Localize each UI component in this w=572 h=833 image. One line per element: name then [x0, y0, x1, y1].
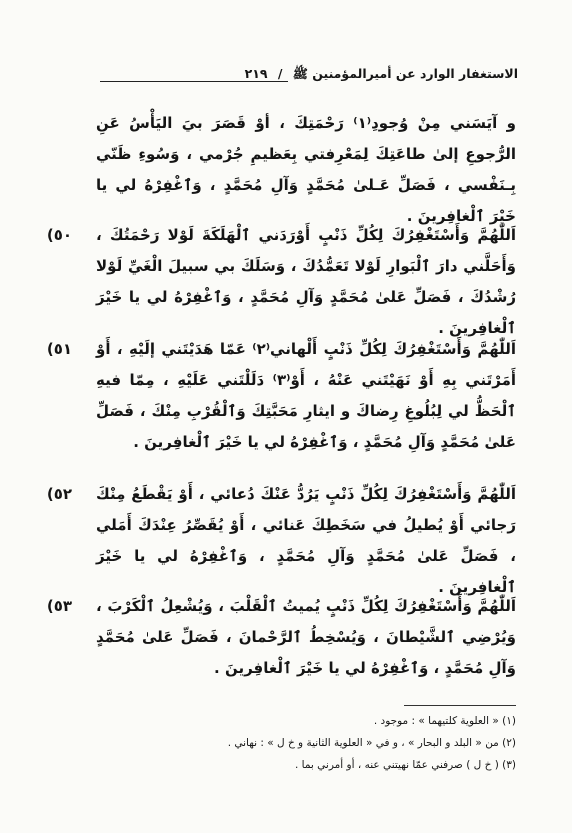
paragraph-number: ٥٠) — [46, 226, 72, 244]
page-number: ٢١٩ — [244, 66, 268, 81]
paragraph-number: ٥١) — [46, 340, 72, 358]
header-title: الاستغفار الوارد عن أميرالمؤمنين ﷺ — [292, 66, 518, 81]
footnotes — [76, 710, 516, 776]
paragraph-text: اَللّٰهُمَّ وَأَسْتَغْفِرُكَ لِكُلِّ ذَنْبٍ يُميتُ ٱلْقَلْبَ ، وَيُشْعِلُ ٱلْكَرْبَ ، وَيُرْضِي ٱلشَّيْطانَ ، وَيُسْخِطُ ٱلرَّحْمانَ ، فَصَلِّ عَلىٰ مُحَمَّدٍ وَآلِ مُحَمَّدٍ ، وَٱغْفِرْهُ لي يا خَيْرَ ٱلْغافِرينَ . — [96, 597, 516, 677]
footnote-3: (٣) ( خ ل ) صرفني عمّا نهيتني عنه ، أو أمرني بما . — [294, 759, 516, 771]
paragraph-continued — [96, 108, 516, 232]
paragraph-52 — [96, 479, 516, 603]
paragraph-50 — [96, 220, 516, 344]
paragraph-text: اَللّٰهُمَّ وَأَسْتَغْفِرُكَ لِكُلِّ ذَنْبٍ أَوْرَدَني ٱلْهَلَكَةَ لَوْلا رَحْمَتُكَ ، وَأَحَلَّني دارَ ٱلْبَوارِ لَوْلا تَعَمُّدُكَ ، وَسَلَكَ بي سبيلَ الْغَيِّ لَوْلا رُشْدُكَ ، فَصَلِّ عَلىٰ مُحَمَّدٍ وَآلِ مُحَمَّدٍ ، وَٱغْفِرْهُ لي يا خَيْرَ ٱلْغافِرينَ . — [96, 226, 516, 337]
paragraph-number: ٥٢) — [46, 485, 72, 503]
paragraph-text: اَللّٰهُمَّ وَأَسْتَغْفِرُكَ لِكُلِّ ذَنْبٍ يَرُدُّ عَنْكَ دُعائي ، أَوْ يَقْطَعُ مِنْكَ رَجائي أَوْ يُطيلُ في سَخَطِكَ عَنائي ، أَوْ يُقَصِّرُ عِنْدَكَ أَمَلي ، فَصَلِّ عَلىٰ مُحَمَّدٍ وَآلِ مُحَمَّدٍ ، وَٱغْفِرْهُ لي يا خَيْرَ ٱلْغافِرينَ . — [96, 485, 516, 596]
running-header — [245, 66, 518, 85]
paragraph-text: و آيَسَني مِنْ وُجودِ⁽١⁾ رَحْمَتِكَ ، أوْ قَصَرَ بيَ اليَأْسُ عَنِ الرُّجوعِ إلىٰ طاعَتِكَ لِمَعْرِفتي بِعَظيمِ جُرْمي ، وَسُوءِ ظَنّي بِـنَفْسي ، فَصَلِّ عَـلىٰ مُحَمَّدٍ وَآلِ مُحَمَّدٍ ، وَٱغْفِرْهُ لي يا خَيْرَ ٱلْغافِرينَ . — [96, 114, 516, 225]
paragraph-53 — [96, 591, 516, 684]
header-separator: / — [277, 66, 283, 81]
footnote-2: (٢) من « البلد و البحار » ، و في « العلوية الثانية و خ ل » : نهاني . — [227, 737, 516, 749]
paragraph-number: ٥٣) — [46, 597, 72, 615]
paragraph-51 — [96, 334, 516, 458]
footnote-1: (١) « العلوية كلتيهما » : موجود . — [373, 715, 516, 727]
footnote-rule — [404, 705, 516, 706]
paragraph-text: اَللّٰهُمَّ وَأَسْتَغْفِرُكَ لِكُلِّ ذَنْبٍ أَلْهاني⁽٢⁾ عَمّا هَدَيْتَني إلَيْهِ ، أَوْ أَمَرْتَني بِهِ أَوْ نَهَيْتَني عَنْهُ ، أَوْ⁽٣⁾ دَلَلْتَني عَلَيْهِ ، مِمّا فيهِ ٱلْحَظُّ لي لِبُلُوغِ رِضاكَ و ايثارِ مَحَبَّتِكَ وَٱلْقُرْبِ مِنْكَ ، فَصَلِّ عَلىٰ مُحَمَّدٍ وَآلِ مُحَمَّدٍ ، وَٱغْفِرْهُ لي يا خَيْرَ ٱلْغافِرينَ . — [96, 340, 516, 451]
